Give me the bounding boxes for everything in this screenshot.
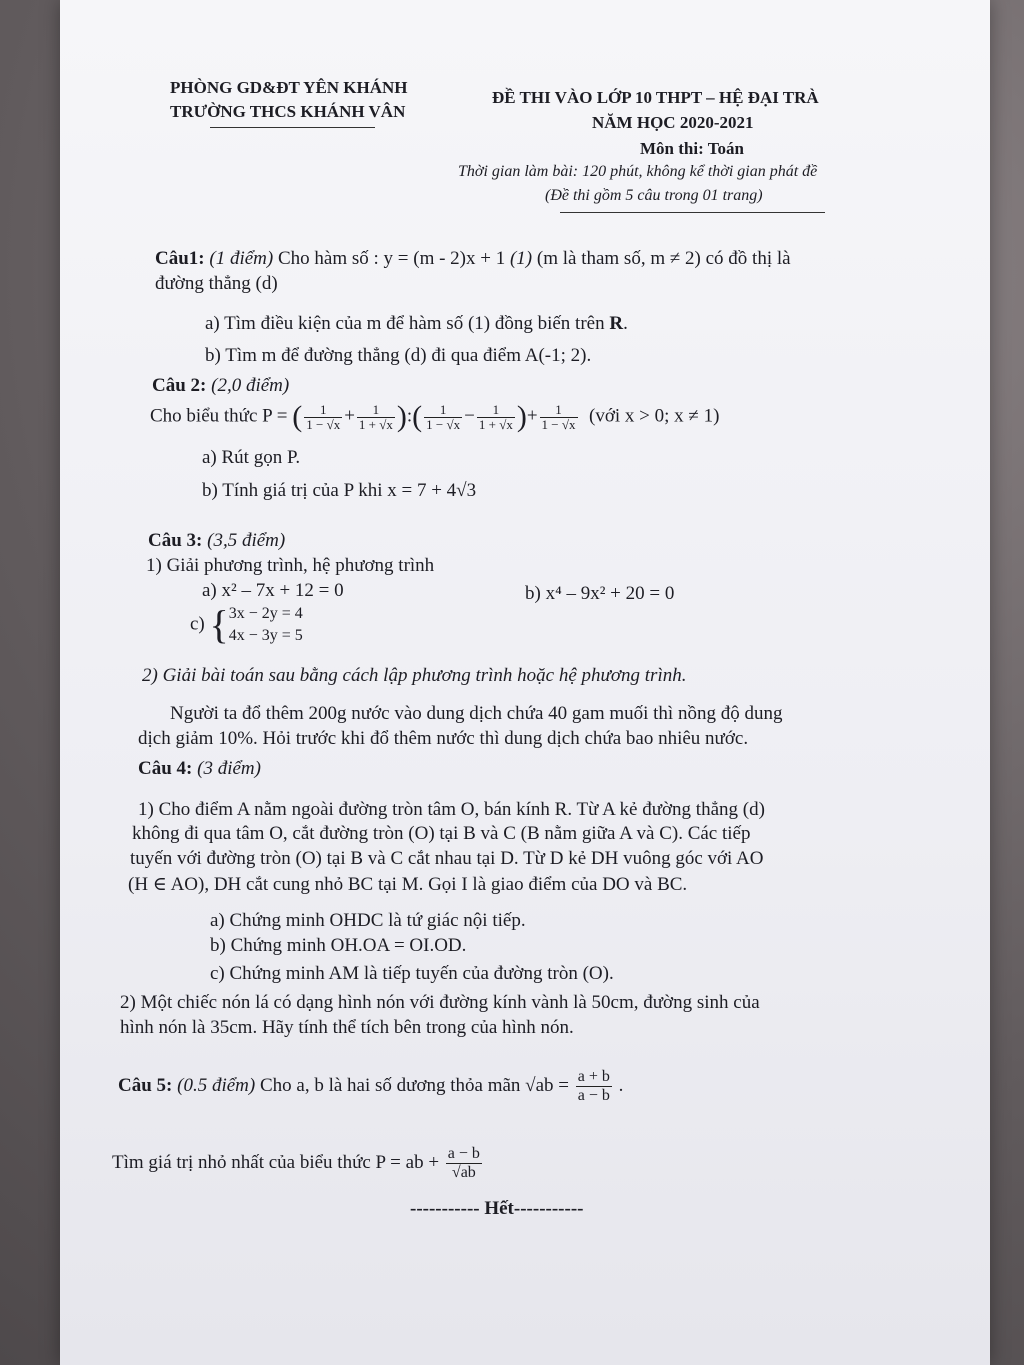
q1-a-bold: R (609, 313, 624, 334)
end-marker: ----------- Hết----------- (410, 1198, 584, 1219)
q1-eq-ref: (1) (509, 248, 533, 269)
school-year: NĂM HỌC 2020-2021 (592, 113, 754, 132)
q4-line1: 1) Cho điểm A nằm ngoài đường tròn tâm O, bán kính R. Từ A kẻ đường thẳng (d) (138, 799, 765, 820)
q4-line2: không đi qua tâm O, cắt đường tròn (O) tại B và C (B nằm giữa A và C). Các tiếp (132, 823, 751, 844)
q3-part-2: 2) Giải bài toán sau bằng cách lập phương trình hoặc hệ phương trình. (142, 665, 687, 686)
q3-system: 3x − 2y = 4 4x − 3y = 5 (228, 605, 303, 644)
q3-1b: b) x⁴ – 9x² + 20 = 0 (525, 583, 675, 604)
q2-label: Câu 2 (152, 375, 201, 396)
q2-frac-4: $\frac{1}{1 + √x}$ (478, 401, 513, 432)
q4-part-2-line2: hình nón là 35cm. Hãy tính thể tích bên trong của hình nón. (120, 1017, 574, 1038)
q5-dot: . (618, 1074, 624, 1096)
q3-c-label: c) (190, 613, 205, 635)
q3-part-1: 1) Giải phương trình, hệ phương trình (146, 555, 435, 576)
q4-line4: (H ∈ AO), DH cắt cung nhỏ BC tại M. Gọi I là giao điểm của DO và BC. (128, 874, 688, 895)
q5-line: Câu 5: (0.5 điểm) Cho a, b là hai số dương thỏa mãn √ab = $\frac{a + b}{a - b}$ . (118, 1068, 624, 1104)
q1-part-b: b) Tìm m để đường thẳng (d) đi qua điểm A(-1; 2). (205, 345, 592, 366)
q5-points: (0.5 điểm) (177, 1074, 256, 1096)
q3-heading: Câu 3: (3,5 điểm) (148, 530, 286, 551)
q3-problem-line1: Người ta đổ thêm 200g nước vào dung dịch chứa 40 gam muối thì nồng độ dung (170, 703, 783, 724)
q5-label: Câu 5 (118, 1074, 167, 1096)
q1-text3: đường thẳng (d) (155, 273, 278, 294)
department-name: PHÒNG GD&ĐT YÊN KHÁNH (170, 78, 408, 97)
q5-find (112, 1145, 484, 1182)
subject: Môn thi: Toán (640, 139, 744, 158)
q5-text: Cho a, b là hai số dương thỏa mãn √ab = (259, 1074, 569, 1096)
q3-problem-line2: dịch giảm 10%. Hỏi trước khi đổ thêm nước thì dung dịch chứa bao nhiêu nước. (138, 728, 749, 749)
q2-condition: (với x > 0; x ≠ 1) (589, 405, 720, 427)
q4-part-a: a) Chứng minh OHDC là tứ giác nội tiếp. (210, 910, 526, 931)
q1-part-a: a) Tìm điều kiện của m để hàm số (1) đồng biến trên R. (205, 313, 628, 334)
q1-line: Câu1: (1 điểm) Cho hàm số : y = (m - 2)x + 1 (1) (m là tham số, m ≠ 2) có đồ thị là (155, 248, 791, 269)
q3-points: (3,5 điểm) (207, 530, 286, 551)
q4-label: Câu 4 (138, 758, 187, 779)
q3-1c: c) { 3x − 2y = 4 4x − 3y = 5 (190, 602, 303, 647)
q5-find-text: Tìm giá trị nhỏ nhất của biểu thức P = ab + (112, 1151, 440, 1173)
q2-frac-5: $\frac{1}{1 - √x}$ (541, 401, 576, 432)
q4-points: (3 điểm) (197, 758, 261, 779)
q4-part-2-line1: 2) Một chiếc nón lá có dạng hình nón với đường kính vành là 50cm, đường sinh của (120, 992, 760, 1013)
q1-text: Cho hàm số : y = (m - 2)x + 1 (277, 248, 506, 269)
q4-line3: tuyến với đường tròn (O) tại B và C cắt nhau tại D. Từ D kẻ DH vuông góc với AO (130, 848, 764, 869)
q4-part-b: b) Chứng minh OH.OA = OI.OD. (210, 935, 467, 956)
school-name: TRƯỜNG THCS KHÁNH VÂN (170, 102, 406, 121)
q5-find-fraction: $\frac{a - b}{√ab}$ (447, 1145, 480, 1181)
q4-heading: Câu 4: (3 điểm) (138, 758, 261, 779)
q2-frac-1: $\frac{1}{1 - √x}$ (306, 401, 341, 432)
q5-fraction: $\frac{a + b}{a - b}$ (577, 1068, 610, 1104)
q1-label: Câu1 (155, 248, 199, 269)
header-underline (560, 212, 825, 213)
q1-points: (1 điểm) (209, 248, 274, 269)
q1-a-text: a) Tìm điều kiện của m để hàm số (1) đồng biến trên (205, 313, 605, 334)
q4-part-c: c) Chứng minh AM là tiếp tuyến của đường tròn (O). (210, 963, 614, 984)
q2-part-b: b) Tính giá trị của P khi x = 7 + 4√3 (202, 480, 477, 501)
school-underline (210, 127, 375, 128)
exam-title: ĐỀ THI VÀO LỚP 10 THPT – HỆ ĐẠI TRÀ (492, 88, 819, 107)
q3-label: Câu 3 (148, 530, 197, 551)
q2-intro: Cho biểu thức P = (150, 405, 288, 427)
q2-frac-2: $\frac{1}{1 + √x}$ (358, 401, 393, 432)
q2-frac-3: $\frac{1}{1 - √x}$ (426, 401, 461, 432)
exam-pages: (Đề thi gồm 5 câu trong 01 trang) (545, 187, 763, 204)
q2-expression: Cho biểu thức P = ( $\frac{1}{1 - √x}$ + $\frac{1}{1 + √x}$ ):( $\frac{1}{1 - √x}$ − $\frac{1}{1 + √x}$ )+ $\frac{1}{1 - √x}$ (với x > 0; x ≠ 1) (150, 400, 720, 433)
exam-paper (60, 0, 990, 1365)
exam-time: Thời gian làm bài: 120 phút, không kể thời gian phát đề (458, 163, 818, 180)
q2-part-a: a) Rút gọn P. (202, 447, 301, 468)
q2-points: (2,0 điểm) (211, 375, 290, 396)
q3-1a: a) x² – 7x + 12 = 0 (202, 580, 344, 601)
q2-heading: Câu 2: (2,0 điểm) (152, 375, 290, 396)
q1-text2: (m là tham số, m ≠ 2) có đồ thị là (536, 248, 791, 269)
